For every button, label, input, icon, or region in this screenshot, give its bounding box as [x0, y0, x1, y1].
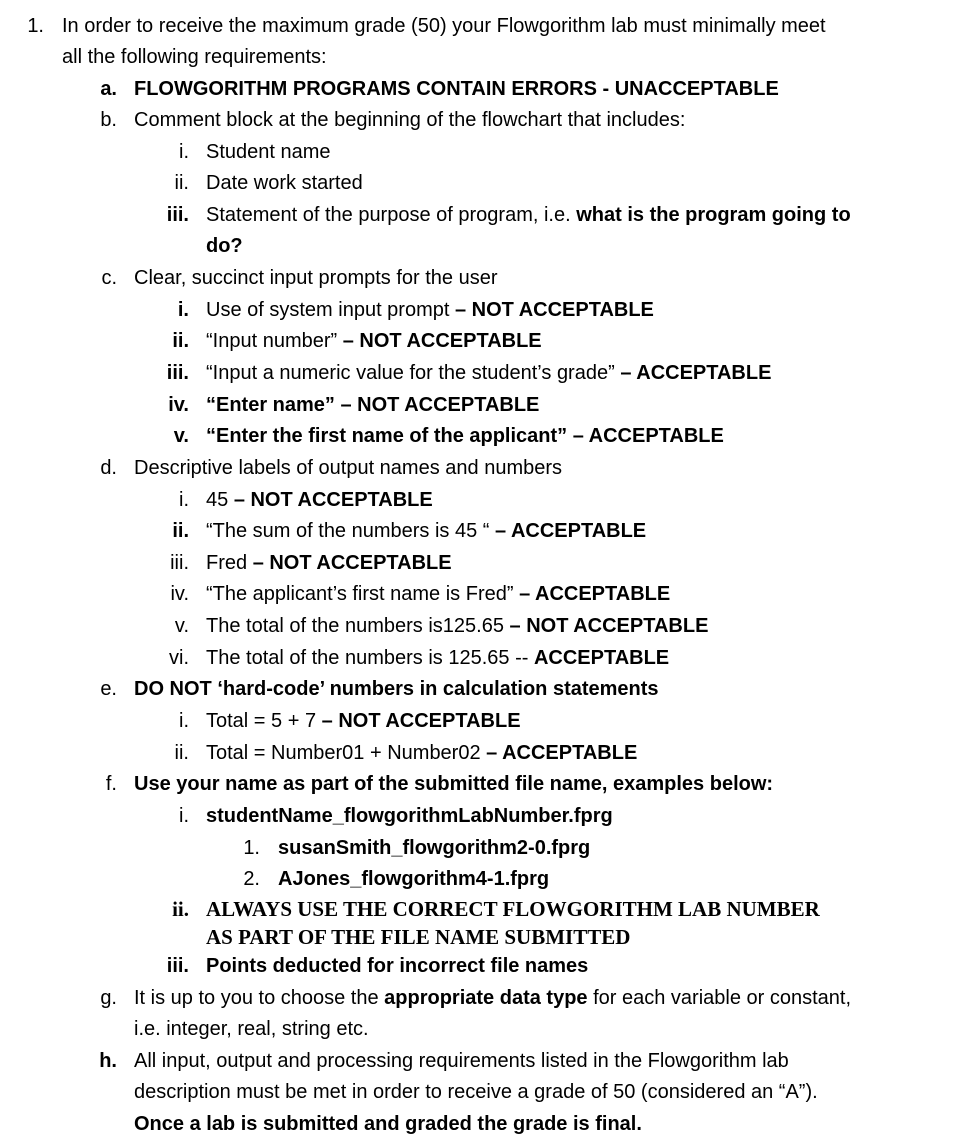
item-g-text-line2: i.e. integer, real, string etc.	[134, 1018, 369, 1040]
item-h-text-line1: All input, output and processing requirements listed in the Flowgorithm lab	[134, 1050, 789, 1072]
item-e-ii	[0, 738, 961, 769]
item-g-marker: g.	[100, 987, 117, 1009]
item-1-marker: 1.	[27, 15, 44, 37]
item-c-v	[0, 421, 961, 452]
item-f	[0, 769, 961, 800]
item-d-v-text-normal: The total of the numbers is125.65	[206, 615, 510, 637]
item-d-ii-text-normal: “The sum of the numbers is 45 “	[206, 520, 496, 542]
item-d-v-text	[206, 611, 708, 642]
item-d-marker: d.	[100, 457, 117, 479]
item-b-ii-text: Date work started	[206, 172, 363, 194]
item-d-iv-text-bold: – ACCEPTABLE	[519, 583, 671, 605]
item-e-i-text	[206, 706, 521, 737]
item-h-line2	[0, 1077, 961, 1108]
item-h-marker: h.	[99, 1050, 117, 1072]
item-1-text-line2: all the following requirements:	[62, 46, 327, 68]
item-f-ii-text-line2: AS PART OF THE FILE NAME SUBMITTED	[206, 925, 631, 949]
item-e-ii-text	[206, 738, 637, 769]
item-c-ii-text-bold: – NOT ACCEPTABLE	[342, 330, 542, 352]
item-f-ii	[0, 895, 961, 923]
item-h-text-line2: description must be met in order to receive a grade of 50 (considered an “A”).	[134, 1081, 818, 1103]
item-d-v	[0, 611, 961, 642]
item-d-iv	[0, 579, 961, 610]
item-b-iii-text-line2: do?	[206, 235, 243, 257]
item-d-iii-text-bold: – NOT ACCEPTABLE	[252, 552, 452, 574]
item-d-iv-text	[206, 579, 670, 610]
item-f-i-ex2-text: AJones_flowgorithm4-1.fprg	[278, 868, 550, 890]
item-c-i-marker: i.	[177, 299, 189, 321]
item-e-ii-text-bold: – ACCEPTABLE	[486, 742, 638, 764]
item-f-i-ex2	[0, 864, 961, 895]
item-g-text-bold: appropriate data type	[384, 987, 588, 1009]
item-c-iii	[0, 358, 961, 389]
item-e-ii-text-normal: Total = Number01 + Number02	[206, 742, 487, 764]
item-d-ii-text	[206, 516, 646, 547]
item-d-vi-text	[206, 643, 669, 674]
item-c-i-text	[206, 295, 654, 326]
item-f-ii-text-line1: ALWAYS USE THE CORRECT FLOWGORITHM LAB NUMBER	[206, 897, 820, 921]
item-d-i	[0, 485, 961, 516]
item-c-ii-text-normal: “Input number”	[206, 330, 343, 352]
item-b-iii-text	[206, 200, 851, 231]
item-d-i-marker: i.	[179, 489, 189, 511]
item-d-ii-text-bold: – ACCEPTABLE	[495, 520, 647, 542]
item-c-v-text	[206, 421, 724, 452]
item-g-text-after: for each variable or constant,	[587, 987, 852, 1009]
item-h	[0, 1046, 961, 1077]
item-f-i	[0, 801, 961, 832]
item-d-ii-marker: ii.	[172, 520, 189, 542]
item-c-v-text-normal: “Enter the first name of the applicant”	[206, 425, 573, 447]
item-c-text: Clear, succinct input prompts for the user	[134, 267, 498, 289]
item-c-iii-marker: iii.	[166, 362, 189, 384]
item-f-i-ex1-text: susanSmith_flowgorithm2-0.fprg	[278, 837, 591, 859]
item-d-iii-marker: iii.	[170, 552, 189, 574]
item-c-i-text-normal: Use of system input prompt	[206, 299, 455, 321]
item-b-ii	[0, 168, 961, 199]
item-g-text-normal: It is up to you to choose the	[134, 987, 385, 1009]
item-d-vi-text-normal: The total of the numbers is 125.65 --	[206, 647, 534, 669]
item-c-v-text-bold: – ACCEPTABLE	[572, 425, 724, 447]
item-c-iv-text-bold: – NOT ACCEPTABLE	[340, 394, 540, 416]
item-f-iii	[0, 951, 961, 982]
item-h-text-line3: Once a lab is submitted and graded the grade is final.	[134, 1113, 642, 1135]
item-1	[0, 11, 961, 42]
item-c-i-text-bold: – NOT ACCEPTABLE	[454, 299, 654, 321]
item-c-ii-text	[206, 326, 542, 357]
item-b-marker: b.	[100, 109, 117, 131]
item-b-iii-line2	[0, 231, 961, 262]
item-g	[0, 983, 961, 1014]
item-e-marker: e.	[100, 678, 117, 700]
item-d-v-marker: v.	[174, 615, 189, 637]
item-d-i-text	[206, 485, 433, 516]
item-c-v-marker: v.	[173, 425, 189, 447]
item-a	[0, 74, 961, 105]
item-f-i-ex2-marker: 2.	[243, 868, 260, 890]
item-e-i	[0, 706, 961, 737]
item-b-iii-text-bold: what is the program going to	[576, 204, 851, 226]
item-f-i-marker: i.	[179, 805, 189, 827]
item-f-i-ex1	[0, 833, 961, 864]
item-e-i-text-normal: Total = 5 + 7	[206, 710, 322, 732]
item-f-i-text: studentName_flowgorithmLabNumber.fprg	[206, 805, 613, 827]
item-d-iv-text-normal: “The applicant’s first name is Fred”	[206, 583, 520, 605]
item-g-text	[134, 983, 851, 1014]
item-f-marker: f.	[105, 773, 117, 795]
item-c-iii-text	[206, 358, 771, 389]
item-b-ii-marker: ii.	[174, 172, 189, 194]
item-b-iii-text-normal: Statement of the purpose of program, i.e.	[206, 204, 577, 226]
item-c-ii	[0, 326, 961, 357]
item-f-iii-text: Points deducted for incorrect file names	[206, 955, 589, 977]
item-c-iv-text	[206, 390, 539, 421]
item-c-marker: c.	[101, 267, 117, 289]
item-d-v-text-bold: – NOT ACCEPTABLE	[509, 615, 709, 637]
item-d-iii-text-normal: Fred	[206, 552, 253, 574]
item-1-line2	[0, 42, 961, 73]
item-c-iv-text-normal: “Enter name”	[206, 394, 341, 416]
item-g-line2	[0, 1014, 961, 1045]
item-1-text-line1: In order to receive the maximum grade (50) your Flowgorithm lab must minimally meet	[62, 15, 826, 37]
item-e-i-text-bold: – NOT ACCEPTABLE	[321, 710, 521, 732]
item-c-iii-text-normal: “Input a numeric value for the student’s grade”	[206, 362, 621, 384]
item-d-i-text-normal: 45	[206, 489, 234, 511]
item-e-i-marker: i.	[179, 710, 189, 732]
item-b	[0, 105, 961, 136]
item-b-i-text: Student name	[206, 141, 331, 163]
item-b-iii-marker: iii.	[166, 204, 189, 226]
item-d	[0, 453, 961, 484]
item-f-iii-marker: iii.	[166, 955, 189, 977]
item-a-marker: a.	[100, 78, 117, 100]
item-b-iii	[0, 200, 961, 231]
item-d-vi-marker: vi.	[169, 647, 189, 669]
item-a-text: FLOWGORITHM PROGRAMS CONTAIN ERRORS - UNACCEPTABLE	[134, 78, 779, 100]
item-c-i	[0, 295, 961, 326]
item-f-ii-line2	[0, 923, 961, 951]
item-c-iii-text-bold: – ACCEPTABLE	[620, 362, 772, 384]
item-e-text: DO NOT ‘hard-code’ numbers in calculation statements	[134, 678, 659, 700]
item-e-ii-marker: ii.	[174, 742, 189, 764]
item-d-ii	[0, 516, 961, 547]
item-c-ii-marker: ii.	[172, 330, 189, 352]
item-d-i-text-bold: – NOT ACCEPTABLE	[233, 489, 433, 511]
item-b-text: Comment block at the beginning of the flowchart that includes:	[134, 109, 686, 131]
item-f-text: Use your name as part of the submitted file name, examples below:	[134, 773, 774, 795]
item-b-i	[0, 137, 961, 168]
item-d-vi	[0, 643, 961, 674]
item-e	[0, 674, 961, 705]
item-f-ii-marker: ii.	[172, 897, 189, 921]
item-d-iii-text	[206, 548, 452, 579]
item-c-iv-marker: iv.	[168, 394, 189, 416]
item-c	[0, 263, 961, 294]
item-d-vi-text-bold: ACCEPTABLE	[533, 647, 670, 669]
item-c-iv	[0, 390, 961, 421]
item-f-i-ex1-marker: 1.	[243, 837, 260, 859]
item-d-text: Descriptive labels of output names and numbers	[134, 457, 563, 479]
item-d-iii	[0, 548, 961, 579]
item-h-line3	[0, 1109, 961, 1140]
item-d-iv-marker: iv.	[170, 583, 189, 605]
item-b-i-marker: i.	[179, 141, 189, 163]
